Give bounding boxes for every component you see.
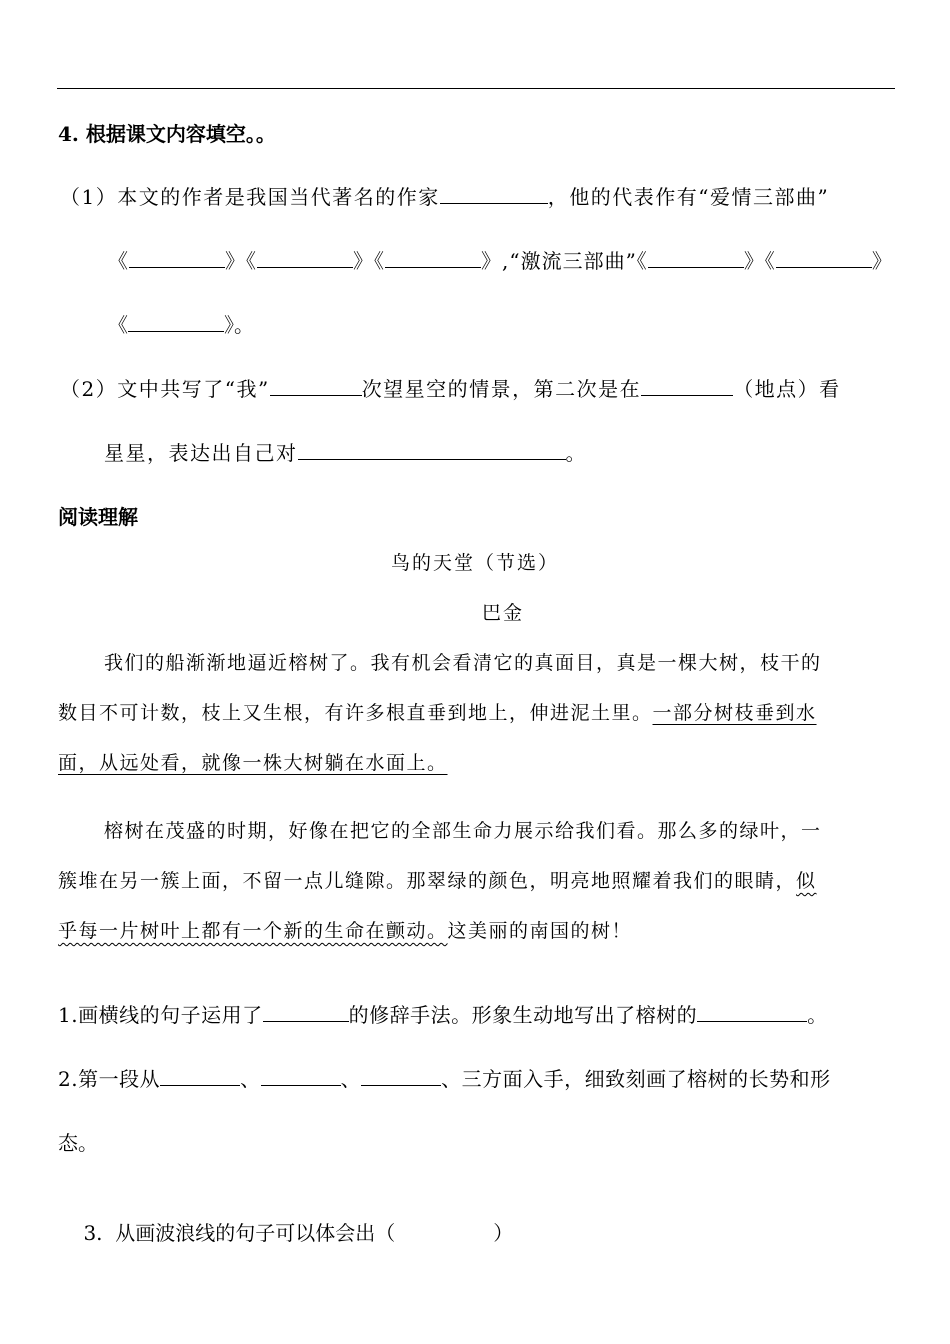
separator: 、 bbox=[340, 1067, 362, 1091]
underlined-sentence: 面，从远处看，就像一株大树躺在水面上。 bbox=[58, 752, 448, 774]
q4-item1-line1 bbox=[60, 184, 829, 210]
q4-item2-text-d: 星星，表达出自己对 bbox=[104, 441, 298, 465]
author-blank[interactable] bbox=[440, 185, 548, 204]
q2-text-b: 、三方面入手，细致刻画了榕树的长势和形 bbox=[441, 1067, 831, 1091]
para2-text: 簇堆在另一簇上面，不留一点儿缝隙。那翠绿的颜色，明亮地照耀着我们的眼睛， bbox=[58, 870, 797, 892]
aspect-blank-3[interactable] bbox=[361, 1067, 441, 1086]
rhetoric-blank[interactable] bbox=[263, 1003, 349, 1022]
question-2-line2: 态。 bbox=[58, 1131, 98, 1155]
book-open-mark: 《 bbox=[108, 249, 129, 273]
banyan-trait-blank[interactable] bbox=[697, 1003, 807, 1022]
q4-item1-line3 bbox=[108, 312, 254, 338]
period: 。 bbox=[807, 1003, 828, 1027]
para1-line2 bbox=[58, 700, 888, 726]
love-trilogy-blank-1[interactable] bbox=[129, 249, 225, 268]
para1-line3 bbox=[58, 750, 888, 776]
question-1 bbox=[58, 1002, 828, 1028]
q4-item2-line1 bbox=[60, 376, 841, 402]
para2-line3 bbox=[58, 918, 888, 944]
q4-title: 4. 根据课文内容填空。。 bbox=[58, 122, 276, 146]
book-mark: 》《 bbox=[225, 249, 257, 273]
passage-title: 鸟的天堂（节选） bbox=[390, 552, 559, 574]
torrent-trilogy-blank-3[interactable] bbox=[128, 313, 224, 332]
aspect-blank-2[interactable] bbox=[261, 1067, 341, 1086]
book-mark: 》《 bbox=[743, 249, 776, 273]
separator: 、 bbox=[240, 1067, 261, 1091]
book-open-mark: 《 bbox=[108, 313, 128, 337]
book-close-mark: 》。 bbox=[224, 313, 254, 337]
q4-item2-line2 bbox=[104, 440, 587, 466]
torrent-trilogy-label: 》,“激流三部曲”《 bbox=[481, 249, 648, 273]
header-rule bbox=[57, 88, 895, 89]
feeling-blank[interactable] bbox=[298, 441, 566, 460]
location-blank[interactable] bbox=[641, 377, 733, 396]
passage-author: 巴金 bbox=[481, 602, 524, 624]
times-blank[interactable] bbox=[270, 377, 362, 396]
book-close-mark: 》 bbox=[871, 249, 893, 273]
para2-line2 bbox=[58, 868, 888, 894]
q1-text-b: 的修辞手法。形象生动地写出了榕树的 bbox=[348, 1003, 698, 1027]
q4-item2-text-a: （2）文中共写了“我” bbox=[60, 377, 270, 401]
love-trilogy-blank-3[interactable] bbox=[385, 249, 481, 268]
book-mark: 》《 bbox=[353, 249, 385, 273]
q1-text-a: 1.画横线的句子运用了 bbox=[58, 1003, 263, 1027]
question-3 bbox=[58, 1194, 513, 1272]
q4-item1-text-a: （1）本文的作者是我国当代著名的作家 bbox=[60, 185, 440, 209]
q2-text-a: 2.第一段从 bbox=[58, 1067, 161, 1091]
q4-item1-line2 bbox=[108, 248, 893, 274]
para2-line1: 榕树在茂盛的时期，好像在把它的全部生命力展示给我们看。那么多的绿叶，一 bbox=[104, 820, 822, 842]
aspect-blank-1[interactable] bbox=[160, 1067, 240, 1086]
q4-item2-text-b: 次望星空的情景，第二次是在 bbox=[361, 377, 642, 401]
close-paren: ） bbox=[493, 1221, 514, 1245]
q4-item1-text-b: ，他的代表作有“爱情三部曲” bbox=[547, 185, 830, 209]
question-2 bbox=[58, 1066, 831, 1092]
love-trilogy-blank-2[interactable] bbox=[257, 249, 353, 268]
para2-text: 这美丽的南国的树！ bbox=[447, 920, 633, 942]
wavy-sentence: 似 bbox=[796, 870, 817, 892]
period: 。 bbox=[565, 441, 587, 465]
wavy-sentence: 乎每一片树叶上都有一个新的生命在颤动。 bbox=[58, 920, 448, 942]
underlined-sentence: 一部分树枝垂到水 bbox=[652, 702, 817, 724]
para1-text: 数目不可计数，枝上又生根，有许多根直垂到地上，伸进泥土里。 bbox=[58, 702, 653, 724]
torrent-trilogy-blank-2[interactable] bbox=[776, 249, 872, 268]
reading-heading: 阅读理解 bbox=[58, 505, 138, 529]
torrent-trilogy-blank-1[interactable] bbox=[648, 249, 744, 268]
q3-text: 3. 从画波浪线的句子可以体会出（ bbox=[83, 1221, 396, 1245]
para1-line1: 我们的船渐渐地逼近榕树了。我有机会看清它的真面目，真是一棵大树，枝干的 bbox=[104, 652, 822, 674]
q4-item2-text-c: （地点）看 bbox=[733, 377, 841, 401]
